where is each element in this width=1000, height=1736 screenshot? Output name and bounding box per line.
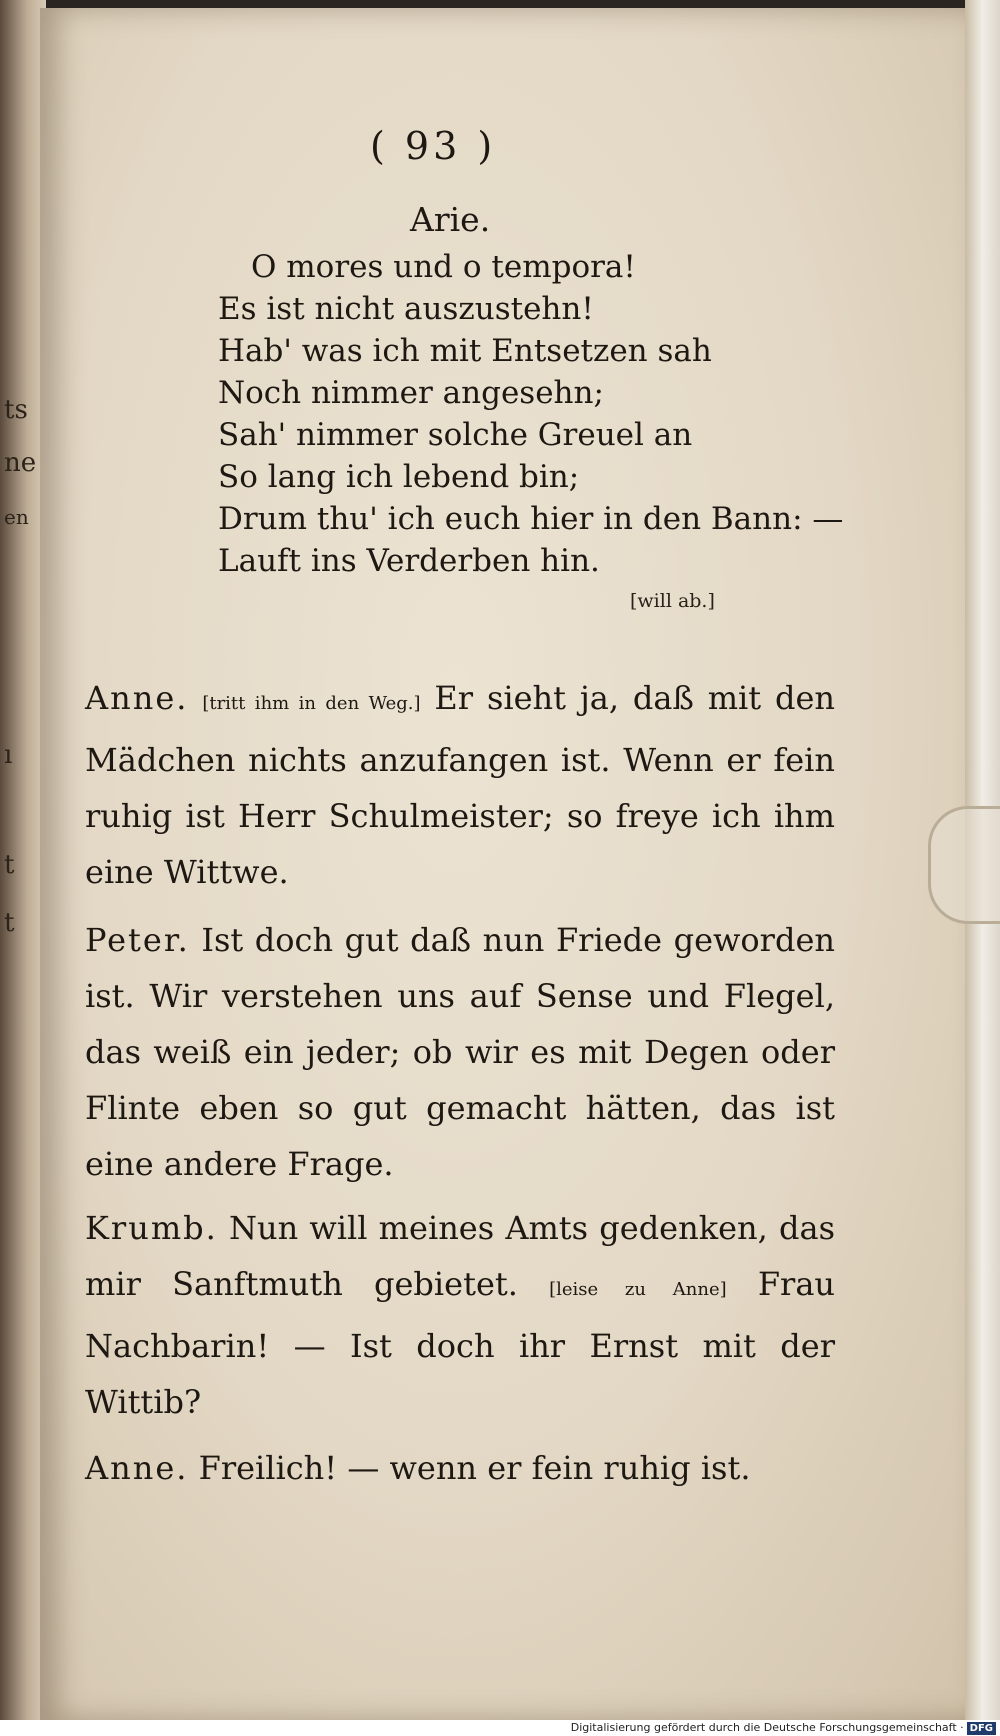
verse-line: So lang ich lebend bin;	[218, 459, 580, 495]
facing-page-fragment: en	[4, 505, 29, 529]
verse-line: Lauft ins Verderben hin.	[218, 543, 600, 579]
speech-text: Er sieht ja, daß mit den Mädchen nichts anzufangen ist. Wenn er fein ruhig ist Herr Schulmeister; so freye ich ihm eine Wittwe.	[85, 679, 836, 891]
speaker-name: Anne.	[85, 1449, 189, 1487]
verse-line: Hab' was ich mit Entsetzen sah	[218, 333, 712, 369]
verse-line: Drum thu' ich euch hier in den Bann: —	[218, 501, 844, 537]
verse-line: Noch nimmer angesehn;	[218, 375, 604, 411]
digitization-footer	[0, 1720, 1000, 1736]
speech-anne	[85, 1440, 835, 1496]
stage-direction: [leise zu Anne]	[549, 1279, 727, 1300]
verse-line: O mores und o tempora!	[251, 249, 636, 285]
speech-text: Freilich! — wenn er fein ruhig ist.	[198, 1449, 751, 1487]
facing-page-fragment: ı	[4, 740, 13, 770]
stage-direction: [tritt ihm in den Weg.]	[202, 693, 421, 714]
speaker-name: Peter.	[85, 921, 190, 959]
page-clip	[928, 806, 1000, 924]
verse-line: Sah' nimmer solche Greuel an	[218, 417, 693, 453]
dfg-logo: DFG	[967, 1722, 996, 1735]
verse-line: Es ist nicht auszustehn!	[218, 291, 594, 327]
facing-page-fragment: ne	[4, 448, 37, 478]
facing-page-fragment: ts	[4, 395, 28, 425]
facing-page-fragment: t	[4, 908, 15, 938]
speech-krumb	[85, 1200, 835, 1430]
footer-credit: Digitalisierung gefördert durch die Deutsche Forschungsgemeinschaft ·	[570, 1721, 964, 1734]
page-number: ( 93 )	[370, 124, 497, 168]
stage-direction: [will ab.]	[630, 590, 715, 612]
aria-title: Arie.	[410, 200, 491, 239]
speaker-name: Anne.	[85, 679, 189, 717]
speech-peter	[85, 912, 835, 1192]
facing-page-fragment: t	[4, 850, 15, 880]
speaker-name: Krumb.	[85, 1209, 218, 1247]
speech-text: Nun will meines Amts gedenken, das mir Sanftmuth gebietet.	[85, 1209, 836, 1303]
aria-verse	[218, 246, 858, 582]
speech-text: Frau Nachbarin! — Ist doch ihr Ernst mit der Wittib?	[85, 1265, 836, 1421]
speech-text: Ist doch gut daß nun Friede geworden ist. Wir verstehen uns auf Sense und Flegel, das weiß ein jeder; ob wir es mit Degen oder Flinte eben so gut gemacht hätten, das ist eine andere Frage.	[85, 921, 836, 1183]
speech-anne	[85, 670, 835, 900]
